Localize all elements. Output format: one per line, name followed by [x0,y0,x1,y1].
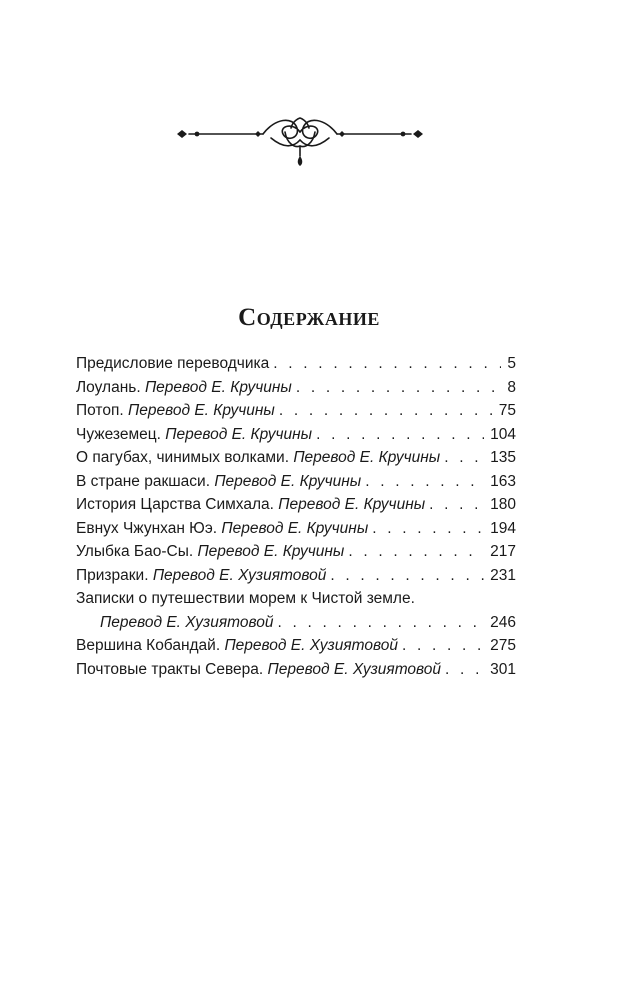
toc-entry[interactable] [76,564,516,588]
toc-entry[interactable] [76,399,516,423]
toc-entry[interactable] [76,470,516,494]
flourish-ornament-icon [175,108,425,178]
toc-entry-story: Евнух Чжунхан Юэ. [76,519,222,537]
toc-entry[interactable] [76,634,516,658]
toc-entry-page: 8 [507,378,516,396]
toc-entry-title: Предисловие переводчика [76,355,270,372]
toc-entry-leader [441,658,484,682]
toc-entry-page: 5 [507,355,516,372]
toc-entry-story: Потоп. [76,402,128,419]
toc-entry[interactable] [76,517,516,541]
toc-entry-title [76,493,425,517]
toc-entry-page: 231 [490,566,516,584]
toc-entry-title [76,517,368,541]
toc-entry-story: Улыбка Бао-Сы. [76,543,198,560]
toc-entry-title [76,634,398,658]
page-title: Содержание [238,304,380,331]
toc-entry-page: 217 [490,543,516,560]
toc-entry[interactable] [76,587,516,611]
toc-entry[interactable] [76,376,516,400]
toc-entry-page: 301 [490,660,516,678]
toc-entry-story: Записки о путешествии морем к Чистой земле. [76,590,415,607]
toc-entry-page: 246 [490,613,516,631]
toc-entry-story: История Царства Симхала. [76,496,279,513]
toc-entry-translator: Перевод Е. Хузиятовой [267,660,442,678]
toc-entry[interactable] [76,446,516,470]
toc-entry-translator: Перевод Е. Хузиятовой [100,613,274,631]
toc-entry-translator: Перевод Е. Кручины [221,519,369,537]
toc-entry-title [76,658,441,682]
toc-entry-leader [425,493,484,517]
toc-entry-leader [275,399,493,423]
toc-entry-translator: Перевод Е. Кручины [214,472,362,490]
toc-entry-story: О пагубах, чинимых волками. [76,449,294,466]
toc-entry-translator: Перевод Е. Кручины [127,402,275,419]
toc-entry-translator: Перевод Е. Кручины [293,449,441,466]
toc-entry-title [76,564,326,588]
toc-entry[interactable] [76,423,516,447]
toc-entry-leader [398,634,484,658]
toc-entry-leader [274,611,485,635]
toc-entry-title [76,423,312,447]
toc-entry-title [76,470,361,494]
toc-entry[interactable] [76,540,516,564]
toc-entry-page: 180 [490,496,516,513]
toc-entry-page: 135 [490,449,516,466]
toc-entry-title [76,376,292,400]
toc-entry-translator: Перевод Е. Хузиятовой [224,637,398,654]
toc-entry-story: Чужеземец. [76,425,166,443]
toc-entry-page: 104 [490,425,516,443]
toc-entry-story: Вершина Кобандай. [76,637,225,654]
toc-entry-leader [361,470,484,494]
table-of-contents [76,352,516,681]
toc-entry-story: Лоулань. [76,378,145,396]
toc-entry-translator: Перевод Е. Кручины [197,543,345,560]
toc-entry[interactable] [76,493,516,517]
toc-entry-page: 194 [490,519,516,537]
toc-entry-leader [312,423,484,447]
toc-entry-leader [269,352,501,376]
toc-entry-page: 163 [490,472,516,490]
toc-entry-translator: Перевод Е. Кручины [165,425,313,443]
toc-entry[interactable] [76,352,516,376]
toc-entry-page: 275 [490,637,516,654]
toc-entry-title [76,399,275,423]
toc-entry-page: 75 [498,402,516,419]
toc-entry-leader [440,446,484,470]
toc-entry-leader [292,376,502,400]
toc-entry-title [76,540,344,564]
toc-entry-translator: Перевод Е. Кручины [144,378,292,396]
toc-entry-story: Призраки. [76,566,153,584]
toc-entry-story: В стране ракшаси. [76,472,215,490]
toc-entry-title [76,446,440,470]
toc-entry[interactable] [76,658,516,682]
toc-entry-leader [344,540,484,564]
toc-entry-story: Почтовые тракты Севера. [76,660,268,678]
toc-entry-continuation[interactable] [76,611,516,635]
toc-entry-translator: Перевод Е. Хузиятовой [152,566,327,584]
toc-entry-leader [326,564,484,588]
toc-entry-leader [368,517,484,541]
toc-entry-translator: Перевод Е. Кручины [278,496,426,513]
